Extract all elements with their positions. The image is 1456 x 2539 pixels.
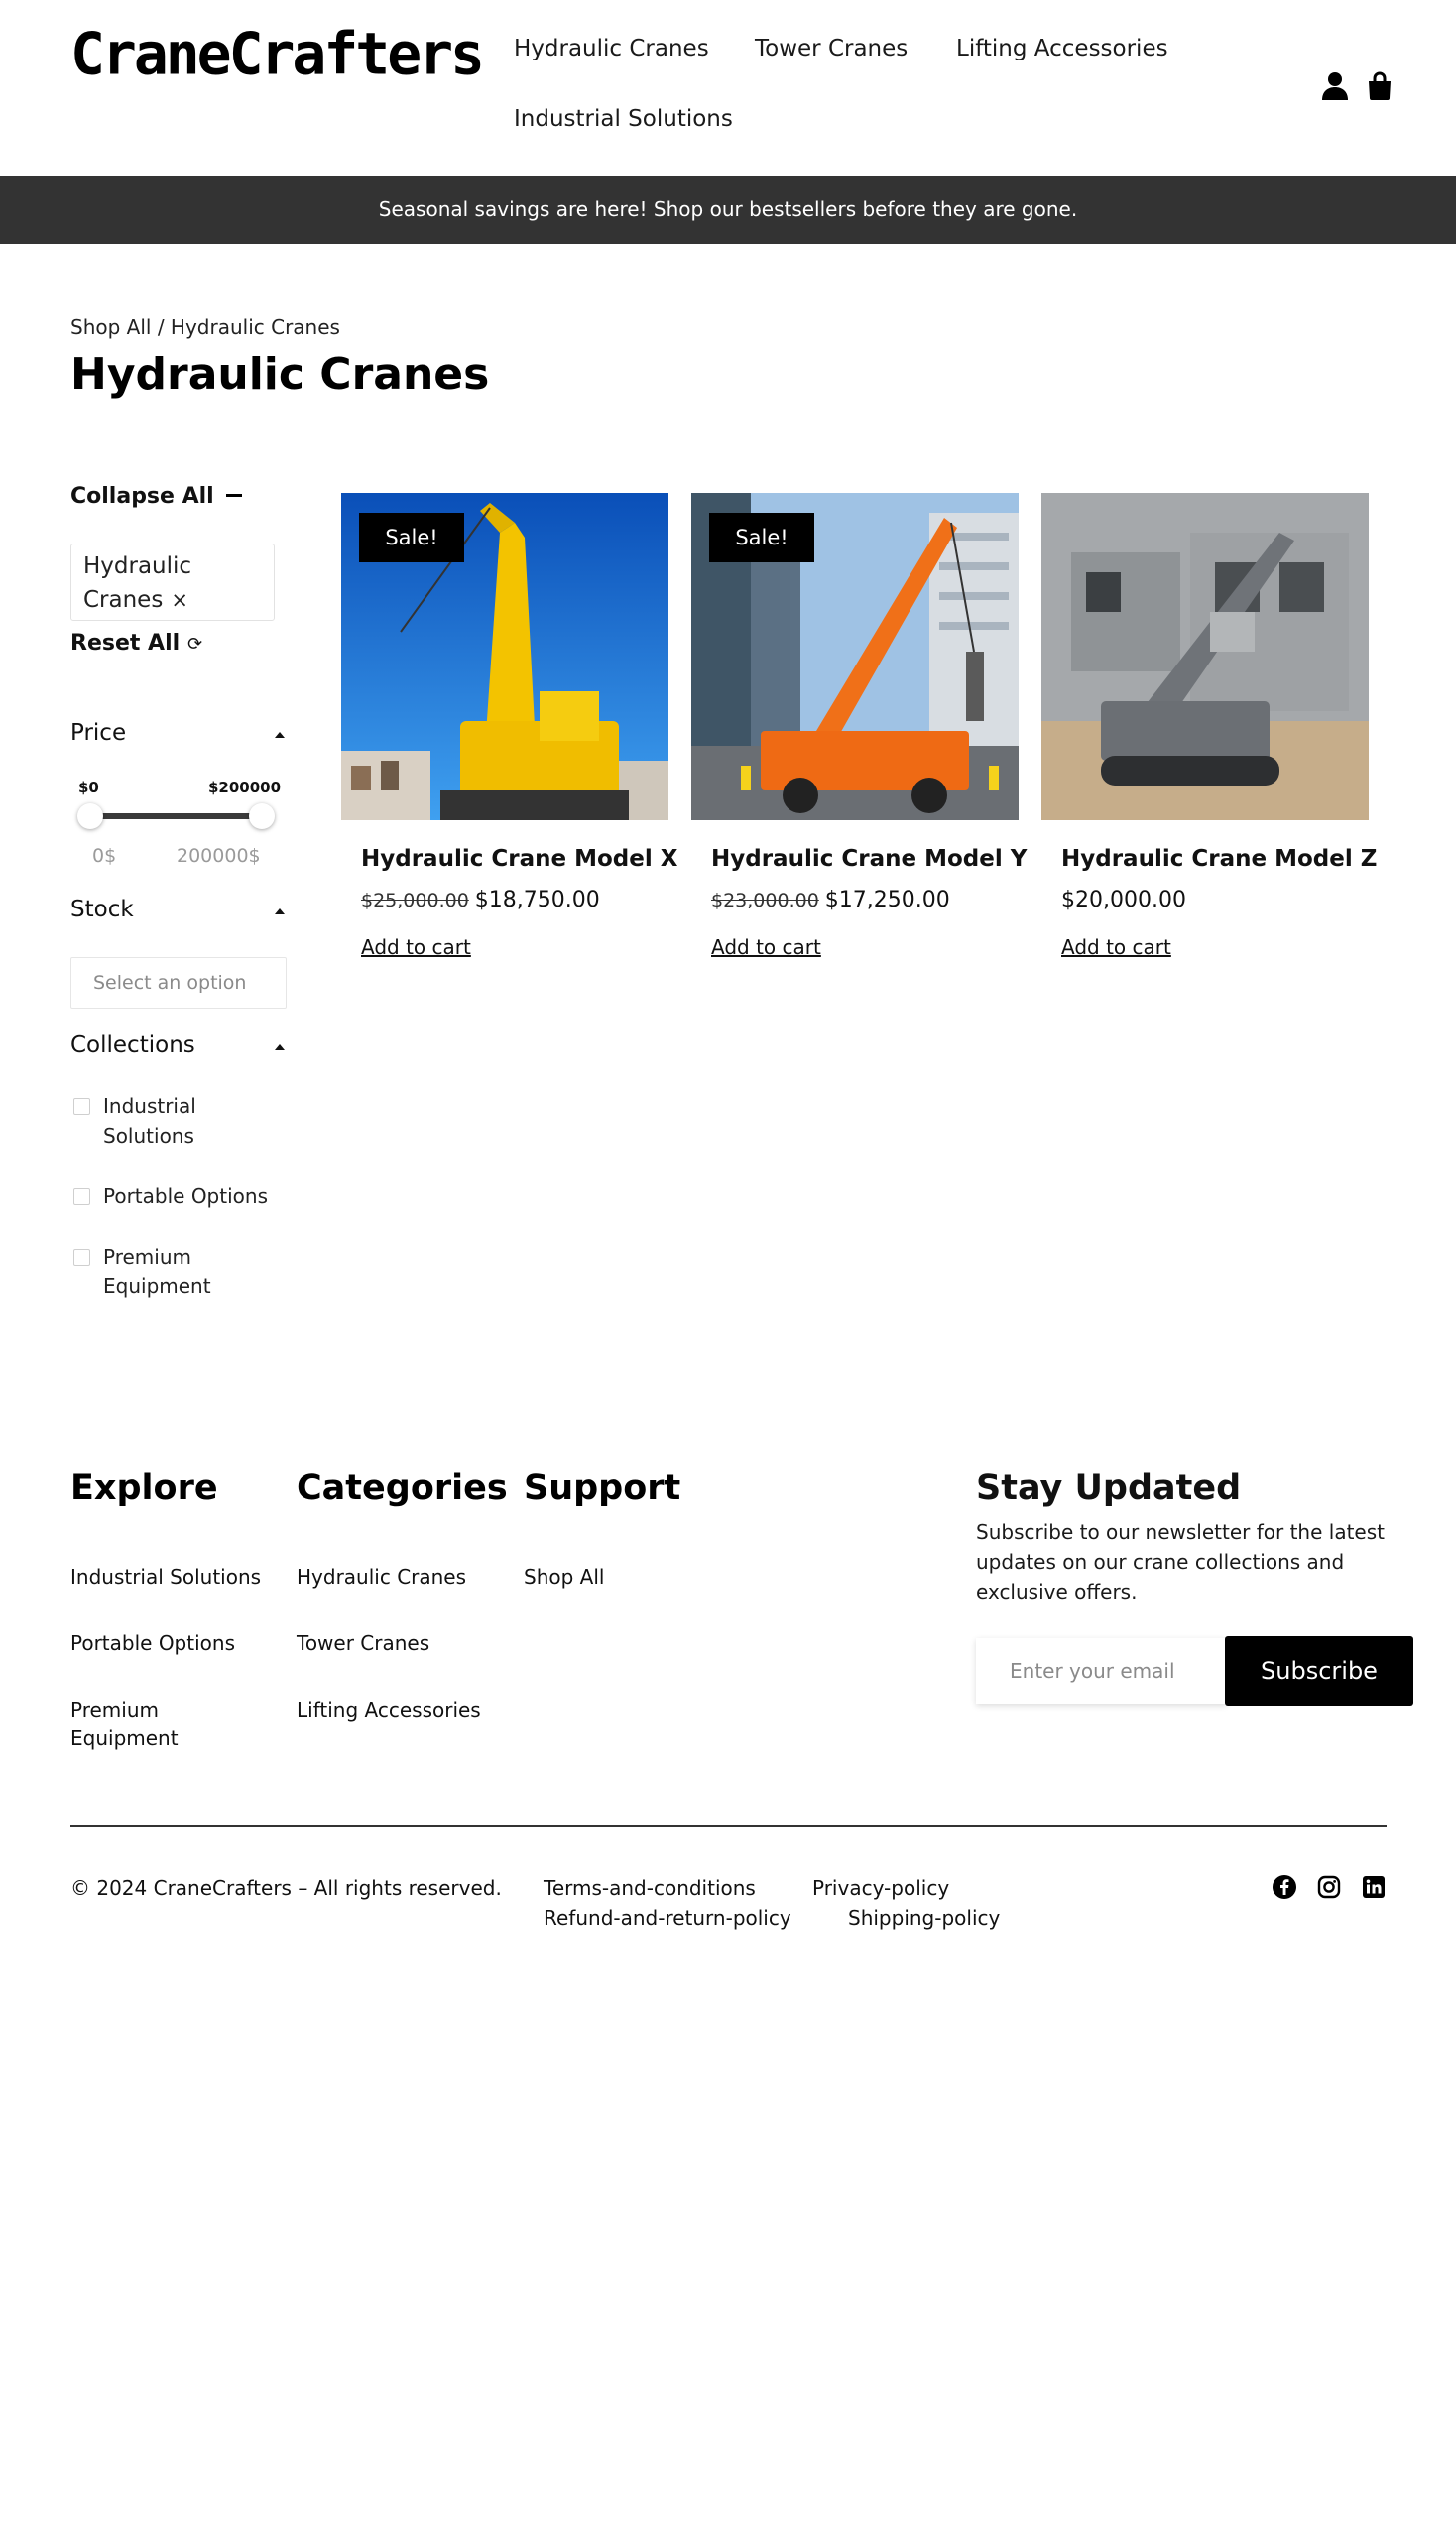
site-header — [0, 0, 1456, 176]
nav-lifting-accessories[interactable]: Lifting Accessories — [956, 36, 1168, 61]
chevron-up-icon — [275, 1044, 285, 1050]
minus-icon — [226, 494, 242, 497]
collection-label: Portable Options — [103, 1184, 268, 1208]
instagram-icon[interactable] — [1316, 1874, 1342, 1900]
footer-heading: Support — [524, 1468, 681, 1508]
footer-link-lifting-accessories[interactable]: Lifting Accessories — [297, 1698, 481, 1722]
stock-facet-title: Stock — [70, 897, 134, 922]
product-card — [691, 493, 1028, 959]
price-max-input[interactable]: 200000$ — [177, 845, 261, 867]
site-logo[interactable]: CraneCrafters — [70, 19, 482, 88]
price-max-label: $200000 — [208, 779, 282, 796]
nav-tower-cranes[interactable]: Tower Cranes — [755, 36, 909, 61]
price: $20,000.00 — [1061, 888, 1186, 912]
checkbox[interactable] — [73, 1188, 90, 1205]
collections-facet-toggle[interactable] — [70, 1032, 285, 1058]
collapse-all-label: Collapse All — [70, 484, 214, 509]
newsletter-text: Subscribe to our newsletter for the latest updates on our crane collections and exclusive offers. — [976, 1520, 1385, 1604]
product-image[interactable] — [341, 493, 668, 820]
add-to-cart-button[interactable]: Add to cart — [711, 935, 821, 959]
copyright-text: © 2024 CraneCrafters – All rights reserved. — [70, 1876, 502, 1900]
original-price: $25,000.00 — [361, 890, 469, 911]
user-icon[interactable] — [1321, 71, 1349, 101]
chevron-up-icon — [275, 908, 285, 914]
breadcrumb — [70, 315, 340, 339]
footer-link-tower-cranes[interactable]: Tower Cranes — [297, 1632, 430, 1655]
footer-divider — [70, 1825, 1387, 1827]
footer-link-hydraulic-cranes[interactable]: Hydraulic Cranes — [297, 1565, 467, 1589]
sale-price: $18,750.00 — [474, 888, 600, 912]
breadcrumb-current: Hydraulic Cranes — [170, 315, 340, 339]
linkedin-icon[interactable] — [1361, 1874, 1387, 1900]
terms-link[interactable]: Terms-and-conditions — [544, 1876, 756, 1900]
newsletter-title: Stay Updated — [976, 1468, 1242, 1508]
shopping-bag-icon[interactable] — [1367, 71, 1395, 101]
product-price — [711, 888, 950, 912]
footer-support — [524, 1468, 681, 1589]
add-to-cart-button[interactable]: Add to cart — [1061, 935, 1171, 959]
refresh-icon: ⟳ — [187, 634, 203, 655]
collapse-all-button[interactable] — [70, 484, 242, 509]
reset-all-label: Reset All — [70, 631, 181, 656]
product-name[interactable]: Hydraulic Crane Model Y — [711, 846, 1028, 872]
facebook-icon[interactable] — [1272, 1874, 1297, 1900]
reset-all-button[interactable] — [70, 631, 202, 656]
product-name[interactable]: Hydraulic Crane Model X — [361, 846, 678, 872]
product-image[interactable] — [1041, 493, 1369, 820]
active-filter-chip — [70, 544, 275, 621]
collection-label: Premium Equipment — [103, 1245, 211, 1298]
breadcrumb-shop-all[interactable]: Shop All — [70, 315, 152, 339]
privacy-link[interactable]: Privacy-policy — [812, 1876, 950, 1900]
product-price — [361, 888, 600, 912]
product-card — [1041, 493, 1378, 959]
nav-hydraulic-cranes[interactable]: Hydraulic Cranes — [514, 36, 709, 61]
price-slider-track[interactable] — [88, 813, 263, 819]
product-image[interactable] — [691, 493, 1019, 820]
stock-facet-toggle[interactable] — [70, 897, 285, 922]
breadcrumb-separator: / — [151, 315, 171, 339]
price-slider-min-handle[interactable] — [77, 803, 103, 829]
nav-industrial-solutions[interactable]: Industrial Solutions — [514, 106, 733, 132]
shipping-link[interactable]: Shipping-policy — [848, 1906, 1001, 1930]
sale-price: $17,250.00 — [824, 888, 950, 912]
product-card — [341, 493, 678, 959]
chevron-up-icon — [275, 732, 285, 738]
footer-explore — [70, 1468, 262, 1750]
price-facet-toggle[interactable] — [70, 720, 285, 746]
collection-label: Industrial Solutions — [103, 1094, 196, 1148]
price-min-label: $0 — [78, 779, 99, 796]
newsletter-email-input[interactable] — [976, 1638, 1227, 1704]
product-price — [1061, 888, 1186, 912]
footer-heading: Explore — [70, 1468, 218, 1508]
original-price: $23,000.00 — [711, 890, 819, 911]
footer-link-premium-equipment[interactable]: Premium Equipment — [70, 1698, 179, 1750]
footer-link-industrial-solutions[interactable]: Industrial Solutions — [70, 1565, 262, 1589]
sale-badge: Sale! — [359, 513, 464, 562]
stock-select[interactable]: Select an option — [70, 957, 287, 1009]
footer-categories — [297, 1468, 508, 1722]
newsletter-section — [976, 1468, 1402, 1604]
close-icon[interactable]: × — [171, 588, 188, 612]
promo-banner: Seasonal savings are here! Shop our bestsellers before they are gone. — [0, 176, 1456, 244]
collections-facet-title: Collections — [70, 1032, 195, 1058]
product-name[interactable]: Hydraulic Crane Model Z — [1061, 846, 1378, 872]
footer-link-shop-all[interactable]: Shop All — [524, 1565, 605, 1589]
refund-link[interactable]: Refund-and-return-policy — [544, 1906, 791, 1930]
subscribe-button[interactable]: Subscribe — [1225, 1636, 1413, 1706]
price-slider-max-handle[interactable] — [249, 803, 275, 829]
page-title: Hydraulic Cranes — [70, 349, 490, 400]
footer-heading: Categories — [297, 1468, 508, 1508]
add-to-cart-button[interactable]: Add to cart — [361, 935, 471, 959]
price-facet-title: Price — [70, 720, 127, 746]
sale-badge: Sale! — [709, 513, 814, 562]
active-filter-label: Hydraulic Cranes — [83, 553, 192, 613]
checkbox[interactable] — [73, 1098, 90, 1115]
checkbox[interactable] — [73, 1249, 90, 1266]
footer-link-portable-options[interactable]: Portable Options — [70, 1632, 235, 1655]
price-min-input[interactable]: 0$ — [92, 845, 117, 867]
